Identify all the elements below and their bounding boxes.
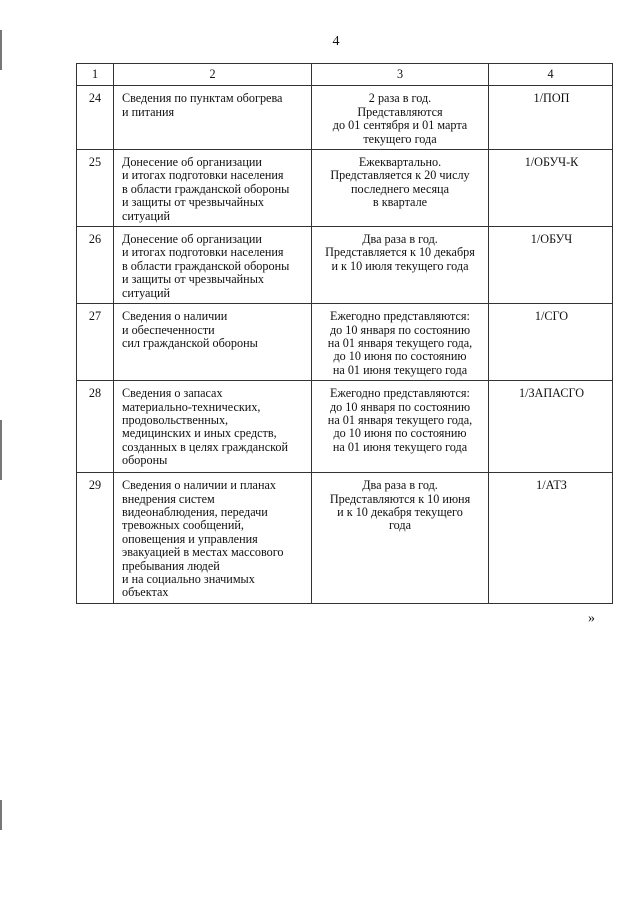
submission-terms-line: до 01 сентября и 01 марта: [332, 118, 468, 133]
report-name-line: ситуаций: [122, 208, 171, 223]
report-name-line: оповещения и управления: [122, 531, 258, 546]
submission-terms-line: 2 раза в год.: [368, 91, 432, 106]
submission-terms-line: Представляется к 20 числу: [330, 168, 470, 183]
submission-terms-line: на 01 июня текущего года: [332, 362, 468, 377]
submission-terms-line: Представляются: [357, 104, 443, 119]
report-name-line: и итогах подготовки населения: [122, 245, 284, 260]
margin-mark-bottom: [0, 800, 2, 830]
closing-quote: »: [588, 611, 595, 626]
row-form-code: 1/ОБУЧ-К: [489, 150, 613, 227]
row-report-name: [114, 86, 312, 150]
submission-terms-line: текущего года: [363, 131, 437, 146]
report-name-line: созданных в целях гражданской: [122, 439, 289, 454]
submission-terms-line: Представляются к 10 июня: [329, 491, 471, 506]
row-form-code: 1/АТЗ: [489, 473, 613, 604]
report-name-line: Сведения о запасах: [122, 386, 223, 401]
page-number: 4: [332, 34, 340, 49]
report-name-line: Сведения о наличии и планах: [122, 478, 276, 493]
report-name-line: Сведения о наличии: [122, 309, 228, 324]
report-name-line: и защиты от чрезвычайных: [122, 272, 264, 287]
row-submission-terms: [312, 86, 489, 150]
submission-terms-line: и к 10 декабря текущего: [337, 504, 463, 519]
submission-terms-line: Два раза в год.: [362, 232, 438, 247]
report-name-line: Донесение об организации: [122, 232, 262, 247]
report-name-line: сил гражданской обороны: [122, 335, 258, 350]
report-name-line: внедрения систем: [122, 491, 215, 506]
report-name-line: и обеспеченности: [122, 322, 215, 337]
row-number: 29: [77, 473, 114, 604]
report-name-line: в области гражданской обороны: [122, 258, 290, 273]
row-number: 24: [77, 86, 114, 150]
submission-terms-line: на 01 января текущего года,: [327, 335, 473, 350]
submission-terms-line: до 10 января по состоянию: [329, 322, 471, 337]
report-name-line: медицинских и иных средств,: [122, 426, 277, 441]
table-row: [77, 227, 613, 304]
row-report-name: [114, 304, 312, 381]
table-row: [77, 473, 613, 604]
header-cell-code: 4: [489, 64, 613, 86]
report-name-line: продовольственных,: [122, 412, 229, 427]
header-cell-terms: 3: [312, 64, 489, 86]
report-name-line: пребывания людей: [122, 558, 220, 573]
row-report-name: [114, 473, 312, 604]
row-report-name: [114, 227, 312, 304]
margin-mark-middle: [0, 420, 2, 480]
report-name-line: тревожных сообщений,: [122, 518, 244, 533]
row-submission-terms: [312, 150, 489, 227]
row-form-code: 1/СГО: [489, 304, 613, 381]
submission-terms-line: Ежегодно представляются:: [330, 386, 470, 401]
header-cell-number: 1: [77, 64, 114, 86]
table-row: [77, 150, 613, 227]
report-name-line: Сведения по пунктам обогрева: [122, 91, 283, 106]
submission-terms-line: Два раза в год.: [362, 478, 438, 493]
submission-terms-line: Ежеквартально.: [358, 155, 442, 170]
report-name-line: обороны: [122, 453, 168, 468]
row-report-name: [114, 381, 312, 473]
row-report-name: [114, 150, 312, 227]
submission-terms-line: Ежегодно представляются:: [330, 309, 470, 324]
row-submission-terms: [312, 381, 489, 473]
submission-terms-line: года: [388, 518, 412, 533]
row-form-code: 1/ЗАПАСГО: [489, 381, 613, 473]
report-name-line: и на социально значимых: [122, 571, 255, 586]
row-number: 28: [77, 381, 114, 473]
report-name-line: видеонаблюдения, передачи: [122, 504, 268, 519]
row-number: 25: [77, 150, 114, 227]
row-number: 26: [77, 227, 114, 304]
table-row: [77, 381, 613, 473]
submission-terms-line: до 10 июня по состоянию: [333, 349, 467, 364]
submission-terms-line: в квартале: [372, 195, 428, 210]
table-header-row: [77, 64, 613, 86]
table-body: [77, 64, 613, 604]
report-name-line: и питания: [122, 104, 175, 119]
report-name-line: и защиты от чрезвычайных: [122, 195, 264, 210]
report-name-line: и итогах подготовки населения: [122, 168, 284, 183]
row-form-code: 1/ПОП: [489, 86, 613, 150]
submission-terms-line: Представляется к 10 декабря: [325, 245, 475, 260]
table-row: [77, 86, 613, 150]
report-name-line: материально-технических,: [122, 399, 261, 414]
row-submission-terms: [312, 227, 489, 304]
submission-terms-line: на 01 июня текущего года: [332, 439, 468, 454]
row-form-code: 1/ОБУЧ: [489, 227, 613, 304]
header-cell-name: 2: [114, 64, 312, 86]
submission-terms-line: последнего месяца: [350, 181, 449, 196]
submission-terms-line: и к 10 июля текущего года: [331, 258, 469, 273]
report-name-line: в области гражданской обороны: [122, 181, 290, 196]
row-submission-terms: [312, 473, 489, 604]
report-name-line: ситуаций: [122, 285, 171, 300]
submission-terms-line: на 01 января текущего года,: [327, 412, 473, 427]
report-forms-table: [76, 63, 613, 604]
row-number: 27: [77, 304, 114, 381]
submission-terms-line: до 10 июня по состоянию: [333, 426, 467, 441]
submission-terms-line: до 10 января по состоянию: [329, 399, 471, 414]
report-name-line: эвакуацией в местах массового: [122, 545, 284, 560]
report-name-line: объектах: [122, 585, 169, 600]
report-name-line: Донесение об организации: [122, 155, 262, 170]
table-row: [77, 304, 613, 381]
row-submission-terms: [312, 304, 489, 381]
